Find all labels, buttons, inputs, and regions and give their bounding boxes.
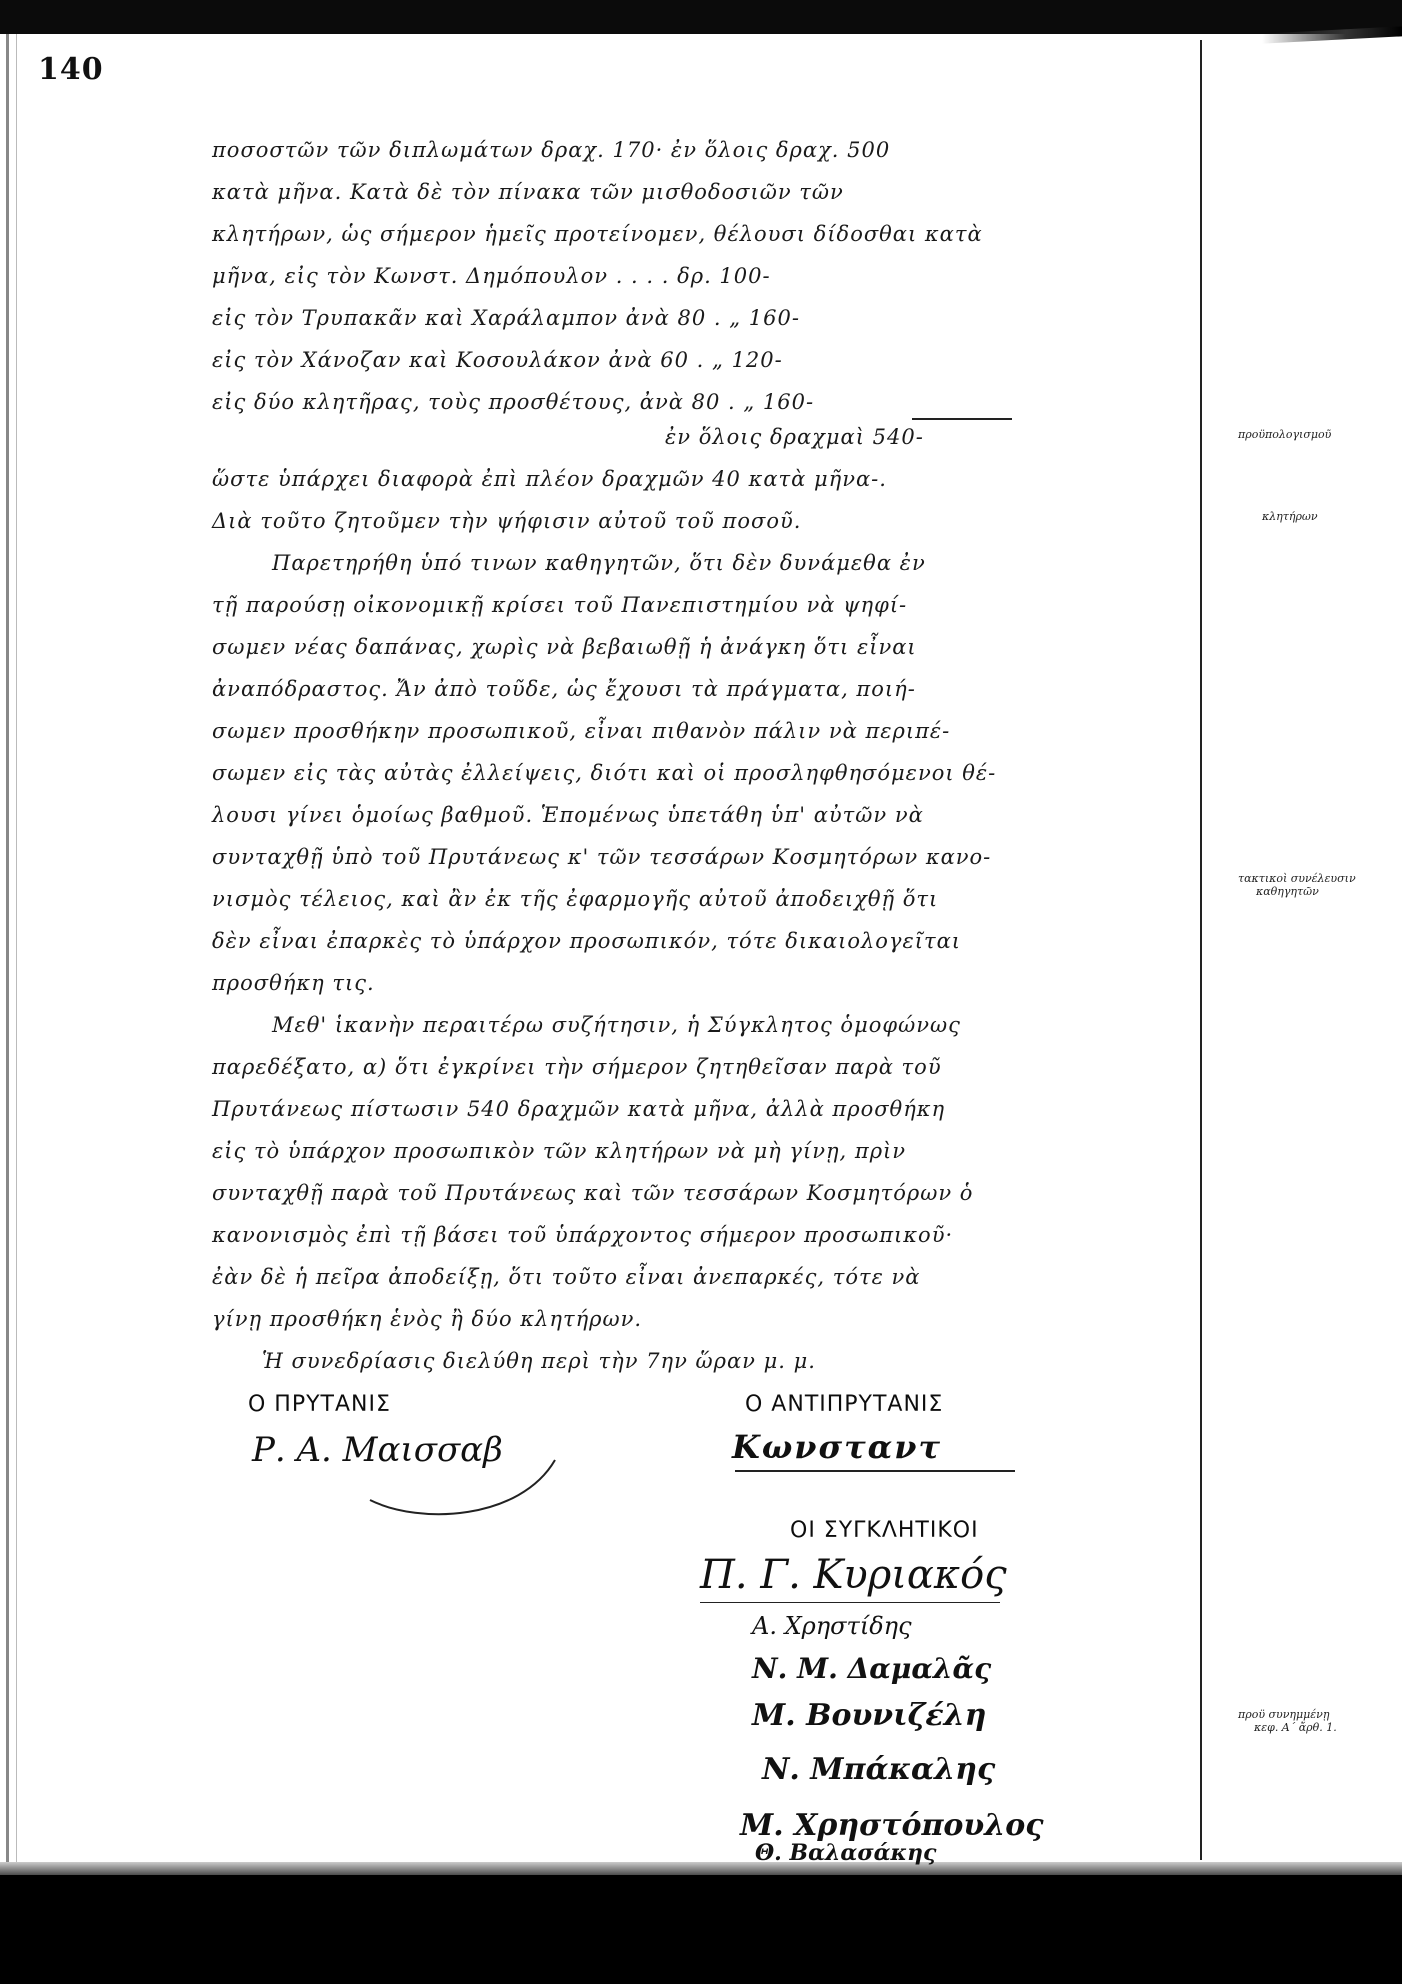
margin-note-line: προϋ συνημμένῃ <box>1238 1708 1330 1721</box>
rector-title: Ο ΠΡΥΤΑΝΙΣ <box>248 1392 391 1417</box>
text-line: συνταχθῇ ὑπὸ τοῦ Πρυτάνεως κ' τῶν τεσσάρων Κοσμητόρων κανο- <box>212 845 992 869</box>
text-line: ἐὰν δὲ ἡ πεῖρα ἀποδείξῃ, ὅτι τοῦτο εἶναι ἀνεπαρκές, τότε νὰ <box>212 1265 921 1289</box>
senator-signature: Μ. Χρηστόπουλος <box>740 1808 1044 1843</box>
scan-bottom-border <box>0 1875 1402 1984</box>
text-line: Μεθ' ἱκανὴν περαιτέρω συζήτησιν, ἡ Σύγκλητος ὁμοφώνως <box>272 1013 961 1037</box>
text-line: γίνῃ προσθήκη ἑνὸς ἢ δύο κλητήρων. <box>212 1307 643 1331</box>
text-line: σωμεν προσθήκην προσωπικοῦ, εἶναι πιθανὸν πάλιν νὰ περιπέ- <box>212 719 951 743</box>
text-line: νισμὸς τέλειος, καὶ ἂν ἐκ τῆς ἐφαρμογῆς αὐτοῦ ἀποδειχθῇ ὅτι <box>212 887 939 911</box>
sum-underline <box>912 418 1012 420</box>
text-line: λουσι γίνει ὁμοίως βαθμοῦ. Ἑπομένως ὑπετάθη ὑπ' αὐτῶν νὰ <box>212 803 924 827</box>
senator-signature: Π. Γ. Κυριακός <box>700 1552 1007 1598</box>
senator-signature: Α. Χρηστίδης <box>752 1612 912 1640</box>
text-line: συνταχθῇ παρὰ τοῦ Πρυτάνεως καὶ τῶν τεσσάρων Κοσμητόρων ὁ <box>212 1181 974 1205</box>
text-line: παρεδέξατο, α) ὅτι ἐγκρίνει τὴν σήμερον ζητηθεῖσαν παρὰ τοῦ <box>212 1055 942 1079</box>
text-line: τῇ παρούσῃ οἰκονομικῇ κρίσει τοῦ Πανεπιστημίου νὰ ψηφί- <box>212 593 908 617</box>
page-gutter-line <box>1200 40 1202 1860</box>
text-line: δὲν εἶναι ἐπαρκὲς τὸ ὑπάρχον προσωπικόν, τότε δικαιολογεῖται <box>212 929 962 953</box>
text-line: μῆνα, εἰς τὸν Κωνστ. Δημόπουλον . . . . δρ. 100- <box>212 264 771 288</box>
text-line: εἰς τὸν Χάνοζαν καὶ Κοσουλάκον ἀνὰ 60 . „ 120- <box>212 348 783 372</box>
scan-top-border <box>0 0 1402 34</box>
margin-note <box>1262 510 1318 523</box>
text-line: σωμεν εἰς τὰς αὐτὰς ἐλλείψεις, διότι καὶ οἱ προσληφθησόμενοι θέ- <box>212 761 997 785</box>
rector-signature: Ρ. Α. Μαισσαβ <box>252 1430 503 1470</box>
text-line: Ἡ συνεδρίασις διελύθη περὶ τὴν 7ην ὥραν μ. μ. <box>262 1349 816 1373</box>
text-line: προσθήκη τις. <box>212 971 375 995</box>
text-line: εἰς τὸ ὑπάρχον προσωπικὸν τῶν κλητήρων νὰ μὴ γίνῃ, πρὶν <box>212 1139 907 1163</box>
text-line: σωμεν νέας δαπάνας, χωρὶς νὰ βεβαιωθῇ ἡ ἀνάγκη ὅτι εἶναι <box>212 635 917 659</box>
vice-rector-underline <box>735 1470 1015 1472</box>
senator-signature: Μ. Βουνιζέλη <box>752 1698 987 1733</box>
text-line: Διὰ τοῦτο ζητοῦμεν τὴν ψήφισιν αὐτοῦ τοῦ ποσοῦ. <box>212 509 802 533</box>
scan-left-edge-inner <box>16 34 17 1954</box>
margin-note-line: κεφ. Α΄ ἄρθ. 1. <box>1254 1721 1337 1734</box>
margin-note <box>1238 1708 1337 1734</box>
text-line: ὥστε ὑπάρχει διαφορὰ ἐπὶ πλέον δραχμῶν 40 κατὰ μῆνα-. <box>212 467 887 491</box>
text-line: ποσοστῶν τῶν διπλωμάτων δραχ. 170· ἐν ὅλοις δραχ. 500 <box>212 138 891 162</box>
text-line: Πρυτάνεως πίστωσιν 540 δραχμῶν κατὰ μῆνα, ἀλλὰ προσθήκη <box>212 1097 946 1121</box>
margin-note-line: καθηγητῶν <box>1256 885 1319 898</box>
text-line: εἰς δύο κλητῆρας, τοὺς προσθέτους, ἀνὰ 80 . „ 160- <box>212 390 815 414</box>
rector-signature-flourish <box>360 1440 560 1520</box>
scan-bottom-shadow <box>0 1862 1402 1876</box>
vice-rector-title: Ο ΑΝΤΙΠΡΥΤΑΝΙΣ <box>745 1392 944 1417</box>
margin-note-line: τακτικοὶ συνέλευσιν <box>1238 872 1356 885</box>
senator-signature: Θ. Βαλασάκης <box>755 1840 937 1866</box>
text-line: ἐν ὅλοις δραχμαὶ 540- <box>665 425 924 449</box>
senator-signature: Ν. Μ. Δαμαλᾶς <box>752 1652 992 1685</box>
text-line: εἰς τὸν Τρυπακᾶν καὶ Χαράλαμπον ἀνὰ 80 . „ 160- <box>212 306 800 330</box>
margin-note-line: κλητήρων <box>1262 510 1318 523</box>
senator-signature: Ν. Μπάκαλης <box>762 1752 996 1787</box>
text-line: κανονισμὸς ἐπὶ τῇ βάσει τοῦ ὑπάρχοντος σήμερον προσωπικοῦ· <box>212 1223 954 1247</box>
text-line: Παρετηρήθη ὑπό τινων καθηγητῶν, ὅτι δὲν δυνάμεθα ἐν <box>272 551 926 575</box>
page-number: 140 <box>38 52 104 87</box>
text-line: κλητήρων, ὡς σήμερον ἡμεῖς προτείνομεν, θέλουσι δίδοσθαι κατὰ <box>212 222 983 246</box>
vice-rector-signature: Κωνσταντ <box>732 1428 942 1466</box>
margin-note <box>1238 872 1356 898</box>
senators-title: ΟΙ ΣΥΓΚΛΗΤΙΚΟΙ <box>790 1518 979 1543</box>
scan-left-edge <box>6 34 9 1954</box>
margin-note-line: προϋπολογισμοῦ <box>1238 428 1332 441</box>
senator-underline <box>700 1602 1000 1603</box>
text-line: κατὰ μῆνα. Κατὰ δὲ τὸν πίνακα τῶν μισθοδοσιῶν τῶν <box>212 180 844 204</box>
margin-note <box>1238 428 1331 441</box>
text-line: ἀναπόδραστος. Ἄν ἀπὸ τοῦδε, ὡς ἔχουσι τὰ πράγματα, ποιή- <box>212 677 916 701</box>
